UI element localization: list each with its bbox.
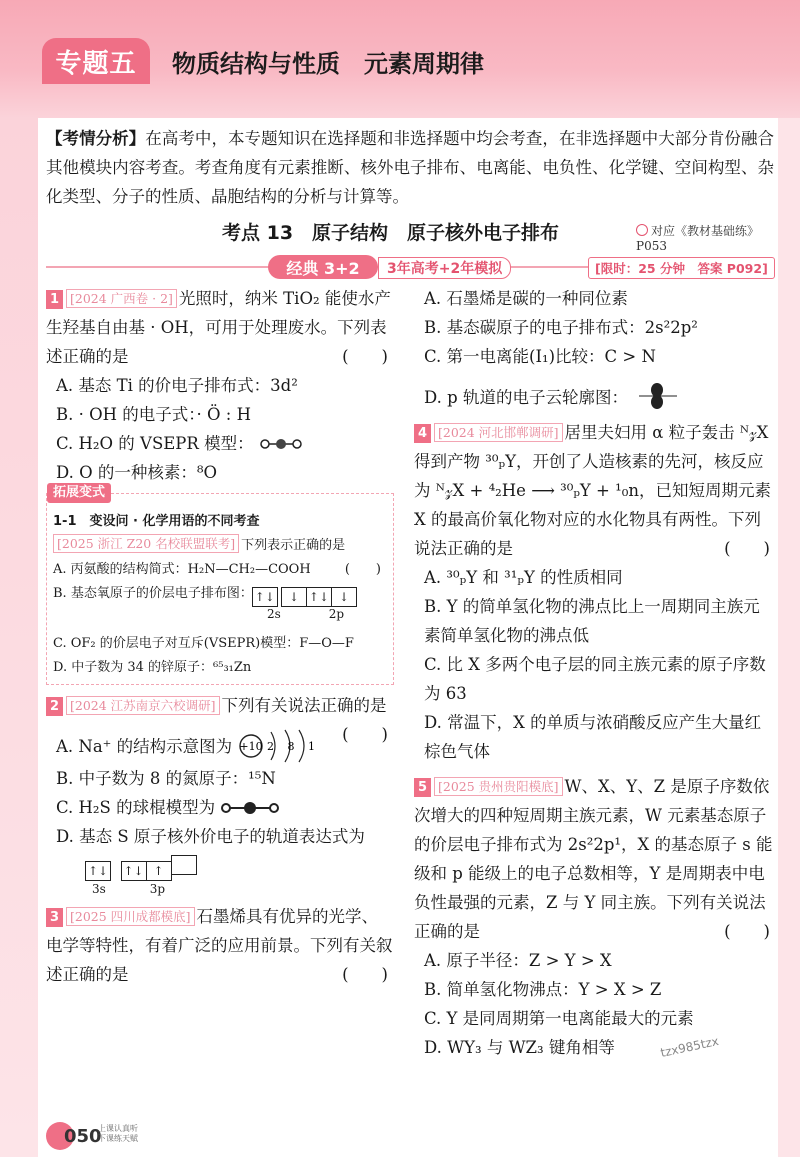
section-sub: 3年高考+2年模拟	[378, 257, 511, 279]
option-a: A. ³⁰ₚY 和 ³¹ₚY 的性质相同	[424, 568, 623, 587]
expand-source: [2025 浙江 Z20 名校联盟联考]	[53, 534, 239, 553]
atomic-structure-icon	[237, 728, 321, 764]
orbital-box: ↑	[146, 861, 172, 881]
option-c: C. Y 是同周期第一电离能最大的元素	[424, 1009, 694, 1028]
orbital-box: ↑↓	[306, 587, 332, 607]
option-c-text: C. H₂O 的 VSEPR 模型：	[56, 434, 254, 453]
answer-paren: ( )	[344, 562, 381, 577]
expand-option-c: C. OF₂ 的价层电子对互斥(VSEPR)模型：F—O—F	[53, 636, 354, 651]
answer-paren: ( )	[724, 539, 770, 558]
q3-option-a: A. 石墨烯是碳的一种同位素	[424, 289, 628, 308]
orbital-box: ↓	[331, 587, 357, 607]
expand-option-a: A. 丙氨酸的结构简式：H₂N—CH₂—COOH	[53, 562, 311, 577]
question-stem: W、X、Y、Z 是原子序数依次增大的四种短周期主族元素，W 元素基态原子的价层电子排布式为 2s²2p¹，X 的基态原子 s 能级和 p 能级上的电子总数相等，Y 是周期表中电负性最强的元素，Z 与 Y 同主族。下列有关说法正确的是	[414, 777, 773, 941]
section-badge: 经典 3+2	[268, 255, 378, 279]
analysis-paragraph	[46, 124, 774, 211]
option-b: B. 中子数为 8 的氮原子：¹⁵N	[56, 769, 276, 788]
question-5	[414, 772, 776, 1062]
orbital-diagram	[46, 851, 394, 881]
question-number: 2	[46, 697, 63, 716]
orbital-box: ↑↓	[252, 587, 278, 607]
target-icon	[636, 224, 648, 236]
question-1	[46, 284, 394, 487]
question-stem: 石墨烯具有优异的光学、电学等特性，有着广泛的应用前景。下列有关叙述正确的是	[46, 907, 393, 984]
option-a-text: A. Na⁺ 的结构示意图为	[56, 737, 233, 756]
page-number: 050	[64, 1126, 102, 1147]
page-title: 物质结构与性质 元素周期律	[172, 50, 484, 78]
question-4	[414, 418, 776, 766]
question-number: 4	[414, 424, 431, 443]
option-d: D. 基态 S 原子核外价电子的轨道表达式为	[56, 827, 365, 846]
question-source: [2025 四川成都模底]	[66, 907, 195, 926]
question-number: 1	[46, 290, 63, 309]
option-a: A. 原子半径：Z > Y > X	[424, 951, 612, 970]
answer-paren: ( )	[724, 922, 770, 941]
expand-stem: 下列表示正确的是	[241, 538, 346, 553]
q3-option-d-text: D. p 轨道的电子云轮廓图：	[424, 388, 628, 407]
orbital-box	[171, 855, 197, 875]
option-b: B. · OH 的电子式：· Ö : H	[56, 405, 251, 424]
answer-paren: ( )	[342, 965, 388, 984]
question-3	[46, 902, 394, 989]
q3-option-b: B. 基态碳原子的电子排布式：2s²2p²	[424, 318, 698, 337]
question-stem: 居里夫妇用 α 粒子轰击 ᴺ𝓏X 得到产物 ³⁰ₚY，开创了人造核素的先河，核反应为 ᴺ𝓏X + ⁴₂He ⟶ ³⁰ₚY + ¹₀n，已知短周期元素 X 的最高价氧化物对应的水化物具有两性。下列说法正确的是	[414, 423, 771, 558]
option-b: B. 简单氢化物沸点：Y > X > Z	[424, 980, 662, 999]
kaodian-header	[46, 218, 776, 253]
p-orbital-icon	[633, 381, 681, 411]
ball-stick-model-icon	[220, 801, 280, 815]
topic-tab-label: 专题五	[55, 48, 137, 79]
orbital-label-2p: 2p	[328, 607, 345, 621]
question-source: [2024 广西卷 · 2]	[66, 289, 177, 308]
option-c-text: C. H₂S 的球棍模型为	[56, 798, 216, 817]
time-limit: [限时：25 分钟 答案 P092]	[588, 257, 775, 279]
q3-option-d	[414, 381, 776, 412]
shell-electrons: 2 8 1	[267, 740, 321, 753]
question-source: [2024 河北邯郸调研]	[434, 423, 563, 442]
option-c	[46, 793, 394, 822]
option-c	[46, 429, 394, 458]
kaodian-ref	[636, 222, 776, 253]
nucleus-label: +10	[239, 740, 263, 753]
page-motto: 上课认真听 下课练天赋	[98, 1124, 138, 1143]
option-c: C. 比 X 多两个电子层的同主族元素的原子序数为 63	[424, 655, 766, 703]
question-stem: 下列有关说法正确的是	[221, 696, 387, 715]
question-stem: 光照时，纳米 TiO₂ 能使水产生羟基自由基 · OH，可用于处理废水。下列表述正确的是	[46, 289, 391, 366]
option-b: B. Y 的简单氢化物的沸点比上一周期同主族元素简单氢化物的沸点低	[424, 597, 760, 645]
expand-tag: 拓展变式	[47, 483, 111, 503]
vsepr-model-icon	[259, 438, 303, 450]
orbital-label-3p: 3p	[149, 882, 166, 896]
expand-head: 1-1 变设问 · 化学用语的不同考查	[53, 514, 260, 529]
question-source: [2025 贵州贵阳模底]	[434, 777, 563, 796]
expand-box	[46, 485, 394, 685]
kaodian-title: 考点 13 原子结构 原子核外电子排布	[222, 222, 560, 244]
expand-option-b-text: B. 基态氧原子的价层电子排布图：	[53, 586, 253, 601]
orbital-label-2s: 2s	[267, 607, 281, 621]
question-number: 5	[414, 778, 431, 797]
question-2	[46, 691, 394, 896]
q3-option-c: C. 第一电离能(I₁)比较：C > N	[424, 347, 656, 366]
option-a: A. 基态 Ti 的价电子排布式：3d²	[56, 376, 298, 395]
answer-paren: ( )	[342, 725, 388, 744]
option-d: D. O 的一种核素：⁸O	[56, 463, 218, 482]
kaodian-ref-text: 对应《教材基础练》P053	[636, 224, 760, 253]
orbital-box: ↑↓	[85, 861, 111, 881]
right-margin-band	[778, 118, 800, 1157]
analysis-text: 在高考中，本专题知识在选择题和非选择题中均会考查，在非选择题中大部分肯份融合其他模块内容考查。考查角度有元素推断、核外电子排布、电离能、电负性、化学键、空间构型、杂化类型、分子的性质、晶胞结构的分析与计算等。	[46, 129, 775, 206]
left-column	[46, 284, 394, 993]
option-d: D. 常温下，X 的单质与浓硝酸反应产生大量红棕色气体	[424, 713, 762, 761]
answer-paren: ( )	[342, 347, 388, 366]
watermark: tzx985tzx	[659, 1034, 720, 1060]
option-d: D. WY₃ 与 WZ₃ 键角相等	[424, 1038, 615, 1057]
orbital-label-3s: 3s	[92, 882, 106, 896]
orbital-box: ↓	[281, 587, 307, 607]
right-column	[414, 284, 776, 1066]
left-margin-band	[0, 118, 38, 1157]
question-source: [2024 江苏南京六校调研]	[66, 696, 220, 715]
expand-option-b	[53, 582, 387, 607]
topic-tab	[42, 38, 150, 84]
expand-option-d: D. 中子数为 34 的锌原子：⁶⁵₃₁Zn	[53, 660, 252, 675]
analysis-label: 【考情分析】	[46, 129, 146, 148]
orbital-box: ↑↓	[121, 861, 147, 881]
question-number: 3	[46, 908, 63, 927]
